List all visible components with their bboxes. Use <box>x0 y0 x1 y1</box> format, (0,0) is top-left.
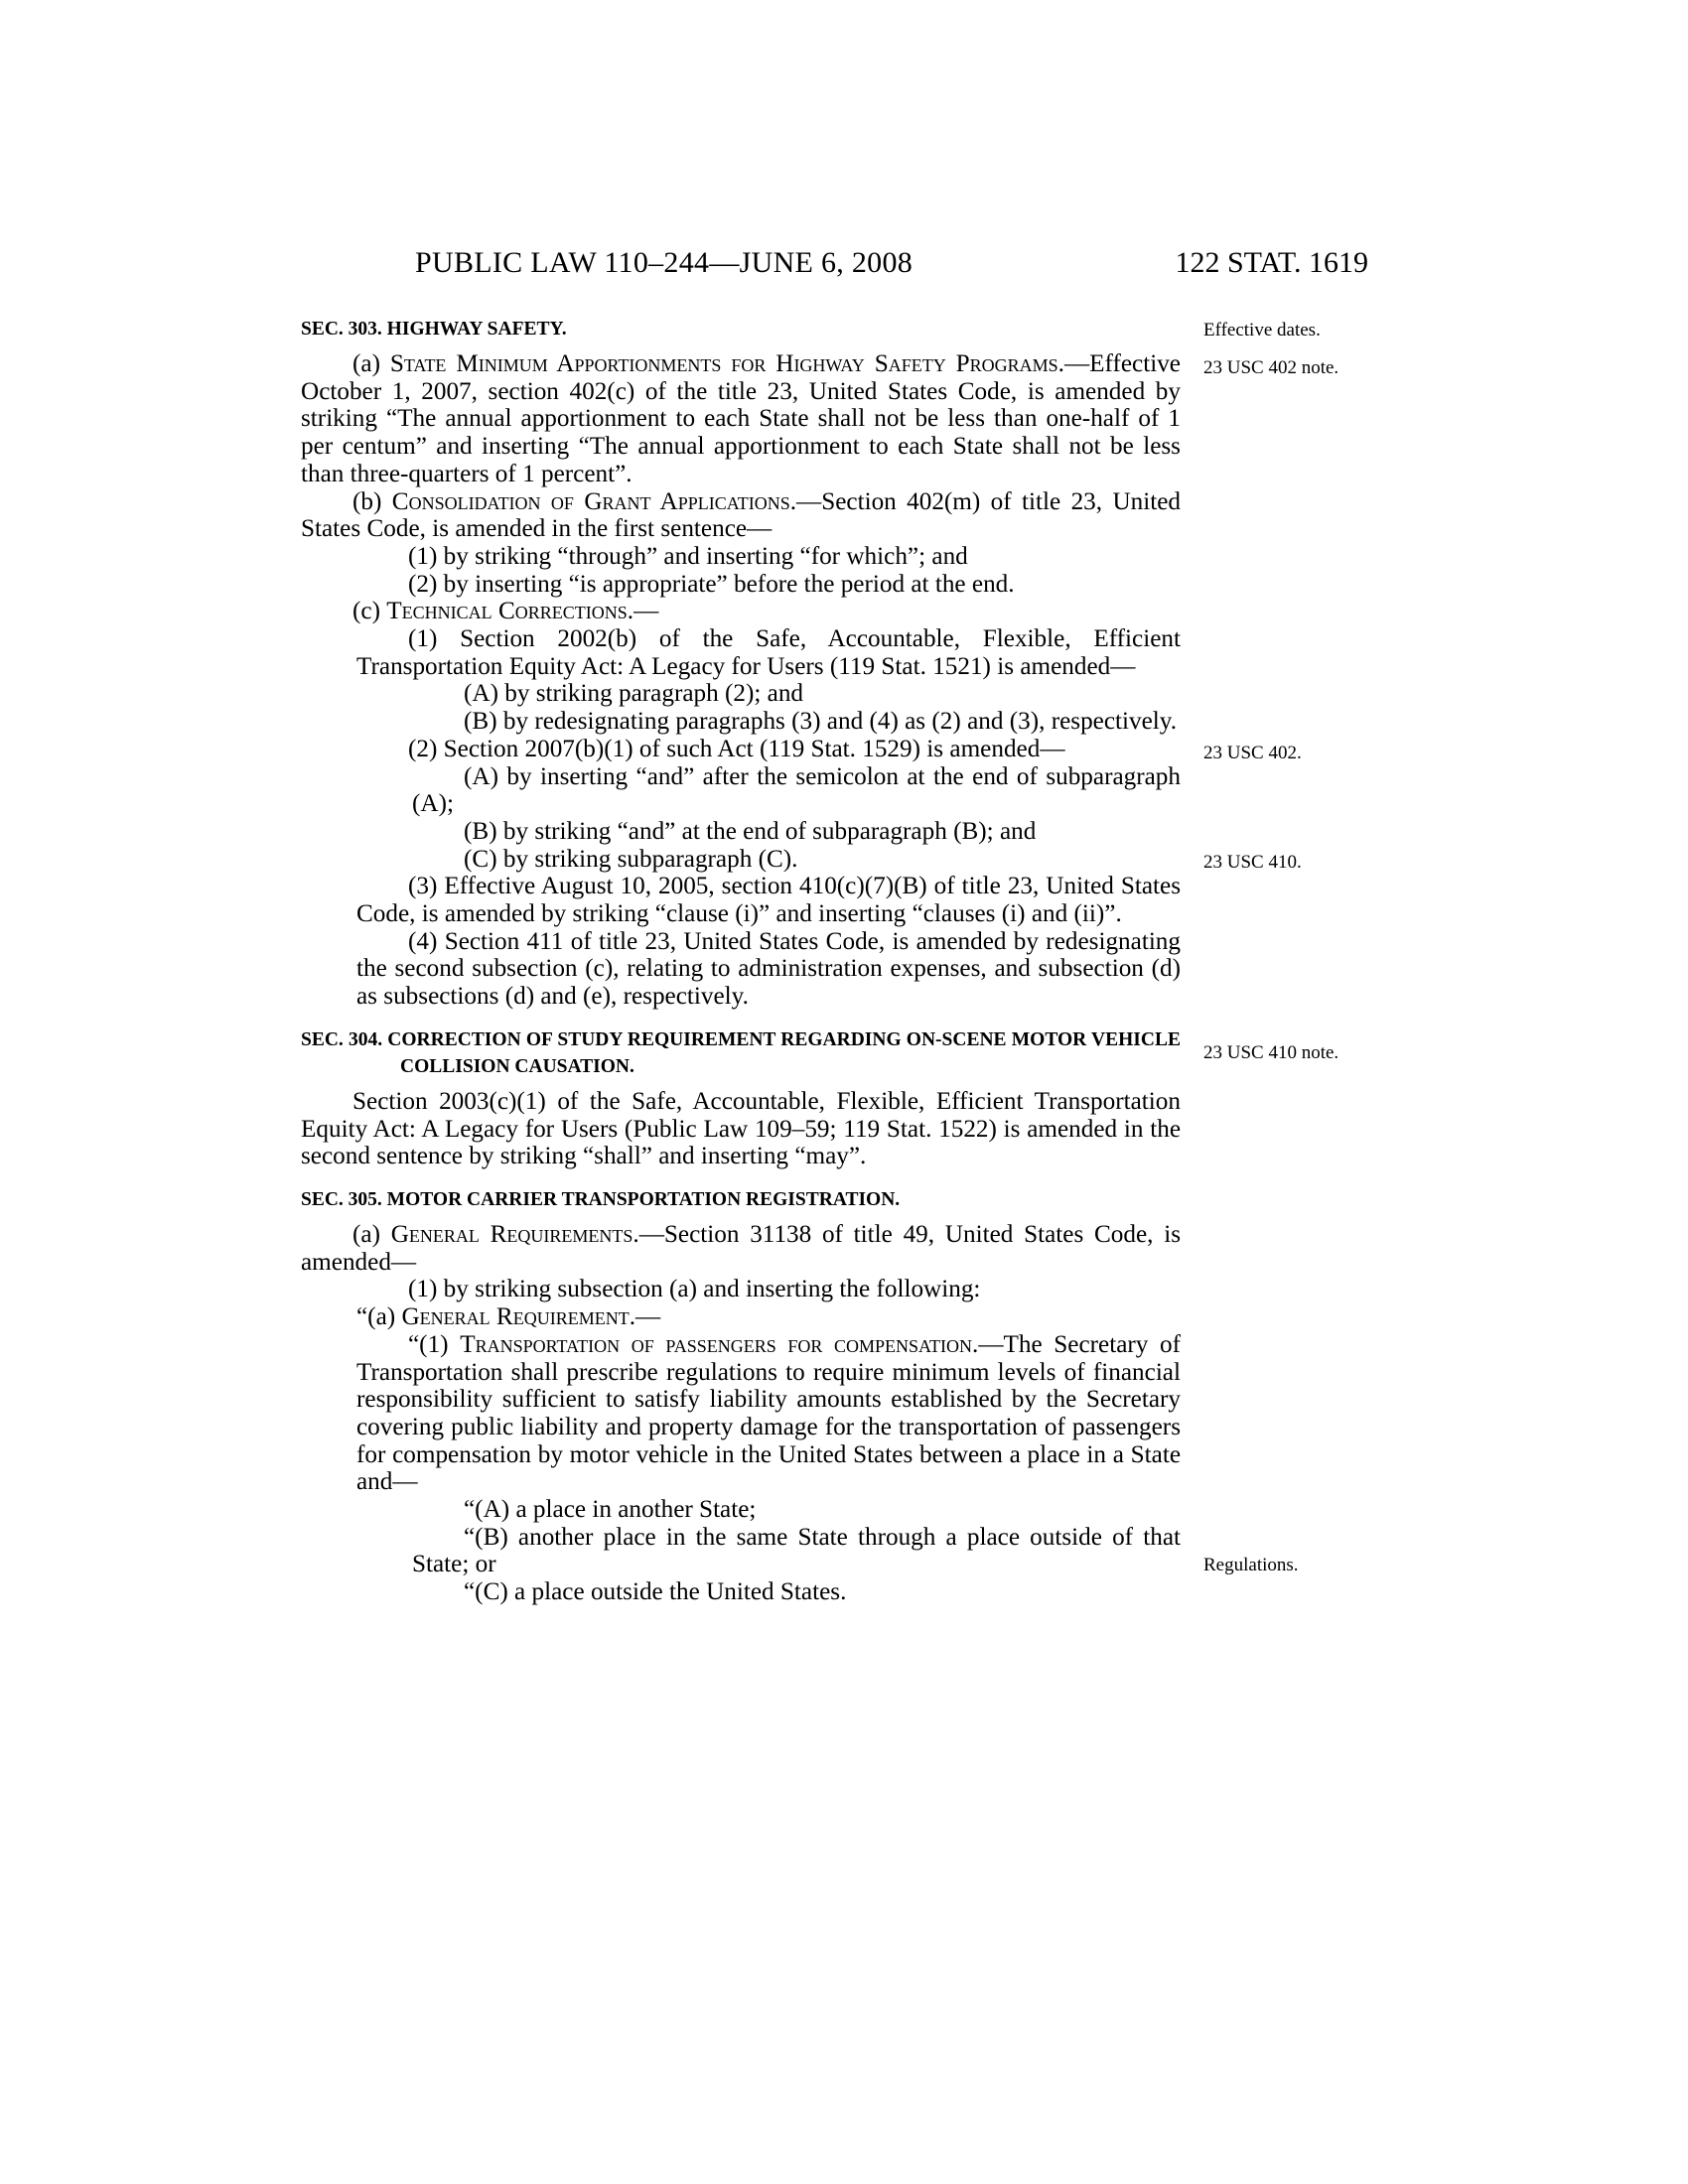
sec305-a1: (1) by striking subsection (a) and inserting the following: <box>408 1276 981 1303</box>
sec305-quoted-a: “(a) General Requirement.— <box>356 1303 661 1331</box>
section-304-heading: SEC. 304. CORRECTION OF STUDY REQUIREMENT REGARDING ON-SCENE MOTOR VEHICLE COLLISION CAUSATION. <box>301 1028 1181 1077</box>
section-303-heading: SEC. 303. HIGHWAY SAFETY. <box>301 319 567 340</box>
sec303-b1: (1) by striking “through” and inserting “for which”; and <box>408 542 968 570</box>
page-header <box>415 246 1368 286</box>
sec303-b2: (2) by inserting “is appropriate” before the period at the end. <box>408 570 1015 598</box>
sec303-c: (c) Technical Corrections.— <box>352 598 659 625</box>
sidenote-effective-dates: Effective dates. <box>1203 320 1321 341</box>
section-305-heading: SEC. 305. MOTOR CARRIER TRANSPORTATION REGISTRATION. <box>301 1188 901 1210</box>
sec305-quoted-1: “(1) Transportation of passengers for compensation.—The Secretary of Transportation shall prescribe regulations to require minimum levels of financial responsibility sufficient to satisfy liability amounts established by the Secretary covering public liability and property damage for the transportation of passengers for compensation by motor vehicle in the United States between a place in a State and— <box>356 1330 1181 1496</box>
running-title: PUBLIC LAW 110–244—JUNE 6, 2008 <box>415 246 914 279</box>
sec303-a: (a) State Minimum Apportionments for Highway Safety Programs.—Effective October 1, 2007, section 402(c) of the title 23, United States Code, is amended by striking “The annual apportionment to each State shall not be less than one-half of 1 per centum” and inserting “The annual apportionment to each State shall not be less than three-quarters of 1 percent”. <box>301 350 1181 487</box>
sec305-quoted-B: “(B) another place in the same State through a place outside of that State; or <box>412 1523 1181 1578</box>
sidenote-usc-402-note: 23 USC 402 note. <box>1203 357 1339 378</box>
sec305-quoted-C: “(C) a place outside the United States. <box>464 1578 847 1606</box>
sec305-quoted-A: “(A) a place in another State; <box>464 1496 757 1524</box>
sec303-c3: (3) Effective August 10, 2005, section 410(c)(7)(B) of title 23, United States Code, is amended by striking “clause (i)” and inserting “clauses (i) and (ii)”. <box>356 873 1181 928</box>
sidenote-usc-410-note: 23 USC 410 note. <box>1203 1042 1339 1063</box>
sec303-c4: (4) Section 411 of title 23, United States Code, is amended by redesignating the second subsection (c), relating to administration expenses, and subsection (d) as subsections (d) and (e), respectively. <box>356 927 1181 1011</box>
sec303-c2A: (A) by inserting “and” after the semicolon at the end of subparagraph (A); <box>412 762 1181 818</box>
sec303-c1B: (B) by redesignating paragraphs (3) and (4) as (2) and (3), respectively. <box>464 708 1178 736</box>
sec303-c2C: (C) by striking subparagraph (C). <box>464 845 798 873</box>
sidenote-usc-410: 23 USC 410. <box>1203 852 1302 873</box>
sec304-text: Section 2003(c)(1) of the Safe, Accountable, Flexible, Efficient Transportation Equity Act: A Legacy for Users (Public Law 109–59; 119 Stat. 1522) is amended in the second sentence by striking “shall” and inserting “may”. <box>301 1087 1181 1170</box>
sec305-a: (a) General Requirements.—Section 31138 of title 49, United States Code, is amended— <box>301 1220 1181 1276</box>
statute-body <box>301 316 1181 1606</box>
sec303-b: (b) Consolidation of Grant Applications.—Section 402(m) of title 23, United States Code, is amended in the first sentence— <box>301 487 1182 543</box>
sec303-c1: (1) Section 2002(b) of the Safe, Accountable, Flexible, Efficient Transportation Equity Act: A Legacy for Users (119 Stat. 1521) is amended— <box>356 625 1181 680</box>
stat-page-number: 122 STAT. 1619 <box>1175 246 1368 279</box>
sidenote-regulations: Regulations. <box>1203 1555 1299 1575</box>
sec303-c2B: (B) by striking “and” at the end of subparagraph (B); and <box>464 817 1037 845</box>
sec303-c1A: (A) by striking paragraph (2); and <box>464 680 804 708</box>
sec303-c2: (2) Section 2007(b)(1) of such Act (119 Stat. 1529) is amended— <box>408 735 1065 762</box>
sidenote-usc-402: 23 USC 402. <box>1203 743 1302 763</box>
